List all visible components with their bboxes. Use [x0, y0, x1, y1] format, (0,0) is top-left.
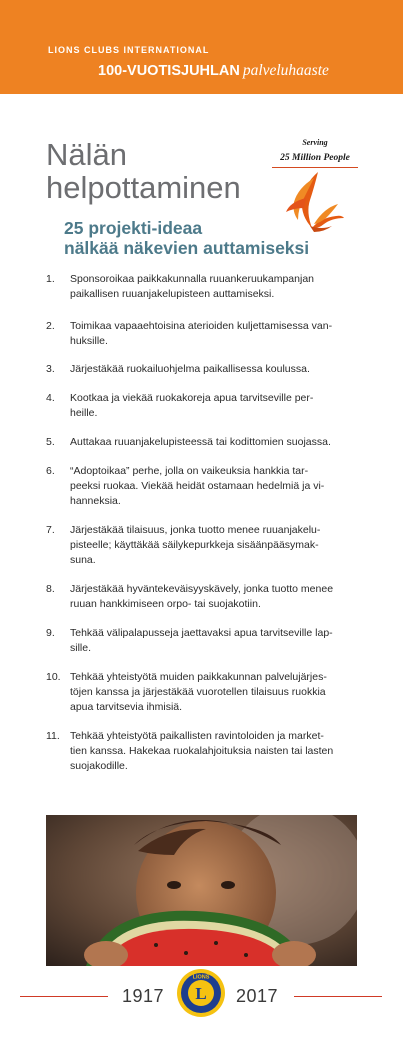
item-text-line: Tehkää yhteistyötä muiden paikkakunnan palvelujärjes- [70, 671, 327, 683]
subtitle-line-2: nälkää näkevien auttamiseksi [64, 238, 310, 258]
item-text [70, 391, 362, 421]
item-text [70, 729, 362, 774]
campaign-title [98, 62, 329, 80]
item-number: 9. [46, 627, 55, 639]
item-text-line: Järjestäkää tilaisuus, jonka tuotto menee ruuanjakelu- [70, 524, 321, 536]
item-text [70, 362, 362, 377]
item-text [70, 582, 362, 612]
item-number: 6. [46, 465, 55, 477]
year-end: 2017 [236, 986, 279, 1006]
item-text [70, 626, 362, 656]
item-text-line: apua tarvitsevia ihmisiä. [70, 701, 183, 713]
item-text-line: Auttakaa ruuanjakelupisteessä tai kodittomien suojassa. [70, 436, 331, 448]
item-text-line: Sponsoroikaa paikkakunnalla ruuankeruukampanjan [70, 273, 314, 285]
badge-serving-text: Serving [302, 138, 328, 147]
item-text-line: hanneksia. [70, 495, 121, 507]
child-eating-watermelon-photo [46, 815, 357, 966]
item-number: 10. [46, 671, 61, 683]
subtitle-line-1: 25 projekti-ideaa [64, 218, 203, 238]
serving-badge [270, 138, 360, 236]
item-text-line: pisteelle; käyttäkää säilykepurkkeja sisäänpääsymak- [70, 539, 319, 551]
item-number: 3. [46, 363, 55, 375]
title-line-2: helpottaminen [46, 170, 241, 205]
item-text-line: paikallisen ruuanjakelupisteen auttamiseksi. [70, 288, 275, 300]
item-number: 8. [46, 583, 55, 595]
item-text-line: suojakodille. [70, 760, 128, 772]
logo-text: LIONS [192, 974, 210, 981]
item-text-line: töjen kanssa ja järjestäkää vuorotellen tilaisuus ruokkia [70, 686, 326, 698]
item-text-line: sille. [70, 642, 92, 654]
item-text [70, 435, 362, 450]
title-line-1: Nälän [46, 137, 127, 172]
item-text [70, 272, 362, 302]
item-text [70, 523, 362, 568]
item-text-line: Järjestäkää ruokailuohjelma paikallisessa koulussa. [70, 363, 310, 375]
item-text-line: ruuan hankkimiseen orpo- tai suojakotiin. [70, 598, 261, 610]
item-text-line: Kootkaa ja viekää ruokakoreja apua tarvitseville per- [70, 392, 314, 404]
page-title [46, 138, 241, 204]
item-text [70, 670, 362, 715]
item-number: 1. [46, 273, 55, 285]
wheat-icon [284, 168, 346, 234]
header-banner [0, 0, 403, 94]
item-text-line: tien kanssa. Hakekaa ruokalahjoituksia naisten tai lasten [70, 745, 334, 757]
item-text-line: “Adoptoikaa” perhe, jolla on vaikeuksia hankkia tar- [70, 465, 309, 477]
footer-rule-left [20, 996, 108, 997]
badge-main-text: 25 Million People [280, 153, 350, 163]
org-name: LIONS CLUBS INTERNATIONAL [48, 45, 210, 55]
item-number: 2. [46, 320, 55, 332]
item-text-line: Tehkää välipalapusseja jaettavaksi apua tarvitseville lap- [70, 627, 333, 639]
campaign-title-bold: 100-VUOTISJUHLAN [98, 63, 240, 79]
logo-letter: L [195, 984, 207, 1003]
year-start: 1917 [122, 986, 165, 1006]
footer-rule-right [294, 996, 382, 997]
item-number: 5. [46, 436, 55, 448]
item-text [70, 319, 362, 349]
photo-illustration [46, 815, 357, 966]
item-text-line: Toimikaa vapaaehtoisina aterioiden kuljettamisessa van- [70, 320, 333, 332]
item-text-line: huksille. [70, 335, 108, 347]
item-text-line: heille. [70, 407, 98, 419]
item-number: 7. [46, 524, 55, 536]
item-text-line: peeksi ruokaa. Viekää heidät ostamaan hedelmiä ja vi- [70, 480, 325, 492]
item-number: 4. [46, 392, 55, 404]
item-text-line: Järjestäkää hyväntekeväisyyskävely, jonka tuotto menee [70, 583, 334, 595]
lions-logo-icon [176, 968, 226, 1018]
item-text-line: Tehkää yhteistyötä paikallisten ravintoloiden ja market- [70, 730, 324, 742]
item-number: 11. [46, 730, 60, 742]
campaign-title-italic: palveluhaaste [242, 62, 329, 79]
item-text-line: suna. [70, 554, 96, 566]
item-text [70, 464, 362, 509]
